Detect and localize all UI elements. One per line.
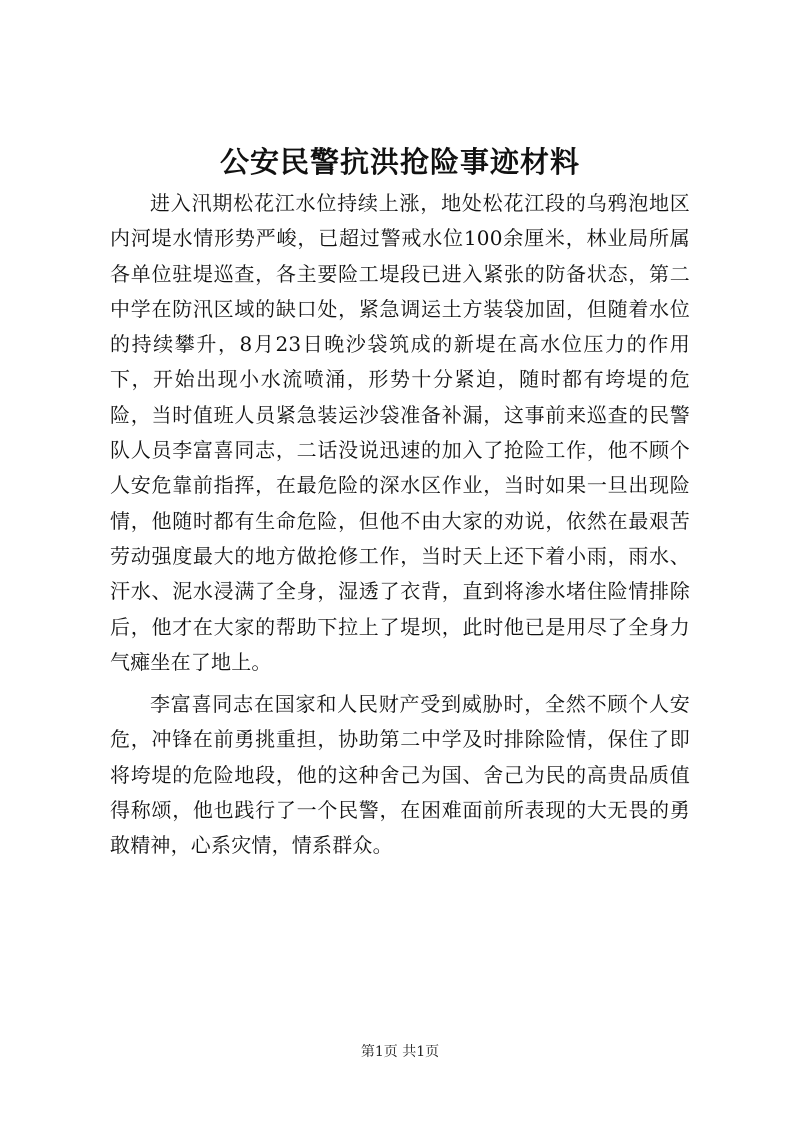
document-body: [110, 186, 690, 864]
paragraph-1: 进入汛期松花江水位持续上涨，地处松花江段的乌鸦泡地区内河堤水情形势严峻，已超过警戒水位100余厘米，林业局所属各单位驻堤巡查，各主要险工堤段已进入紧张的防备状态，第二中学在防汛区域的缺口处，紧急调运土方装袋加固，但随着水位的持续攀升，8月23日晚沙袋筑成的新堤在高水位压力的作用下，开始出现小水流喷涌，形势十分紧迫，随时都有垮堤的危险，当时值班人员紧急装运沙袋准备补漏，这事前来巡查的民警队人员李富喜同志，二话没说迅速的加入了抢险工作，他不顾个人安危靠前指挥，在最危险的深水区作业，当时如果一旦出现险情，他随时都有生命危险，但他不由大家的劝说，依然在最艰苦劳动强度最大的地方做抢修工作，当时天上还下着小雨，雨水、汗水、泥水浸满了全身，湿透了衣背，直到将渗水堵住险情排除后，他才在大家的帮助下拉上了堤坝，此时他已是用尽了全身力气瘫坐在了地上。: [110, 191, 690, 674]
page-title: 公安民警抗洪抢险事迹材料: [219, 145, 580, 179]
page-number-footer: 第1页 共1页: [360, 1044, 440, 1060]
paragraph-2: 李富喜同志在国家和人民财产受到威胁时，全然不顾个人安危，冲锋在前勇挑重担，协助第二中学及时排除险情，保住了即将垮堤的危险地段，他的这种舍己为国、舍己为民的高贵品质值得称颂，他也践行了一个民警，在困难面前所表现的大无畏的勇敢精神，心系灾情，情系群众。: [110, 692, 690, 858]
